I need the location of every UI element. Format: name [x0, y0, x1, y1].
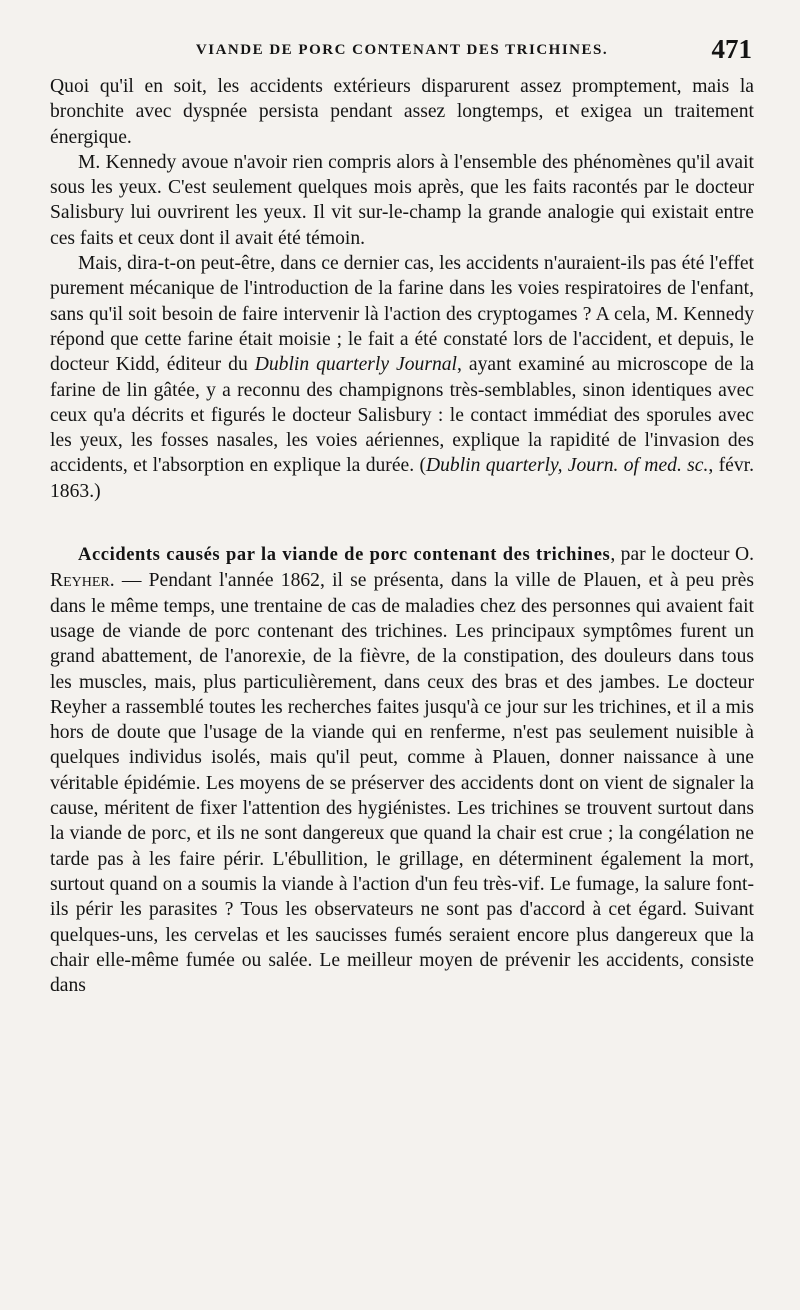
paragraph-text: , févr. 1863.) — [50, 455, 754, 502]
paragraph: M. Kennedy avoue n'avoir rien compris alors à l'ensemble des phénomènes qu'il avait sous les yeux. C'est seulement quelques mois après, que les faits racontés par le docteur Salisbury lui ouvrirent les yeux. Il vit sur-le-champ la grande analogie qui existait entre ces faits et ceux dont il avait été témoin. — [50, 151, 754, 249]
running-title: VIANDE DE PORC CONTENANT DES TRICHINES. — [195, 42, 609, 58]
paragraph-text: Mais, dira-t-on peut-être, dans ce dernier cas, les accidents n'auraient-ils pas été l'effet purement mécanique de l'introduction de la farine dans les voies respiratoires de l'enfant, sans qu'il soit besoin de faire intervenir là l'action des cryptogames ? A cela, M. Kennedy répond que cette farine était moisie ; le fait a été constaté lors de l'accident, et depuis, le docteur Kidd, éditeur du — [50, 253, 754, 376]
journal-title: Dublin quarterly Journal — [254, 354, 457, 376]
page-number: 471 — [711, 34, 752, 64]
citation: Dublin quarterly, Journ. of med. sc. — [425, 455, 709, 477]
paragraph — [50, 251, 754, 504]
byline: , par le docteur O. — [610, 544, 755, 566]
paragraph: Quoi qu'il en soit, les accidents extérieurs disparurent assez promptement, mais la bronchite avec dyspnée persista pendant assez longtemps, et exigea un traitement énergique. — [50, 76, 754, 148]
article-section — [50, 542, 754, 998]
page-header — [50, 34, 754, 74]
paragraph-text: , ayant examiné au microscope de la farine de lin gâtée, y a reconnu des champignons très-semblables, sinon identiques avec ceux qu'a décrits et figurés le docteur Salisbury : le contact immédiat des sporules avec les yeux, les fosses nasales, les voies aériennes, explique la rapidité de l'invasion des accidents, et l'absorption en explique la durée. ( — [50, 354, 754, 477]
section-text: . — Pendant l'année 1862, il se présenta, dans la ville de Plauen, et à peu près dans le même temps, une trentaine de cas de maladies chez des personnes qui avaient fait usage de viande de porc contenant des trichines. Les principaux symptômes furent un grand abattement, de l'anorexie, de la fièvre, de la constipation, des douleurs dans tous les muscles, mais, plus particulièrement, dans ceux des bras et des jambes. Le docteur Reyher a rassemblé toutes les recherches faites jusqu'à ce jour sur les trichines, et il a mis hors de doute que l'usage de la viande qui en renferme, n'est pas seulement nuisible à quelques individus isolés, mais qu'il peut, comme à Plauen, donner naissance à une véritable épidémie. Les moyens de se préserver des accidents dont on vient de signaler la cause, méritent de fixer l'attention des hygiénistes. Les trichines se trouvent surtout dans la viande de porc, et ils ne sont dangereux que quand la chair est crue ; la congélation ne tarde pas à les faire périr. L'ébullition, le grillage, en déterminent également la mort, surtout quand on a soumis la viande à l'action d'un feu très-vif. Le fumage, la salure font-ils périr les parasites ? Tous les observateurs ne sont pas d'accord à cet égard. Suivant quelques-uns, les cervelas et les saucisses fumés seraient encore plus dangereux que la chair elle-même fumée ou salée. Le meilleur moyen de prévenir les accidents, consiste dans — [50, 570, 754, 997]
author-name: Reyher — [50, 570, 110, 592]
section-paragraph — [50, 542, 754, 998]
section-heading: Accidents causés par la viande de porc contenant des trichines — [78, 545, 611, 566]
body-text — [50, 74, 754, 998]
